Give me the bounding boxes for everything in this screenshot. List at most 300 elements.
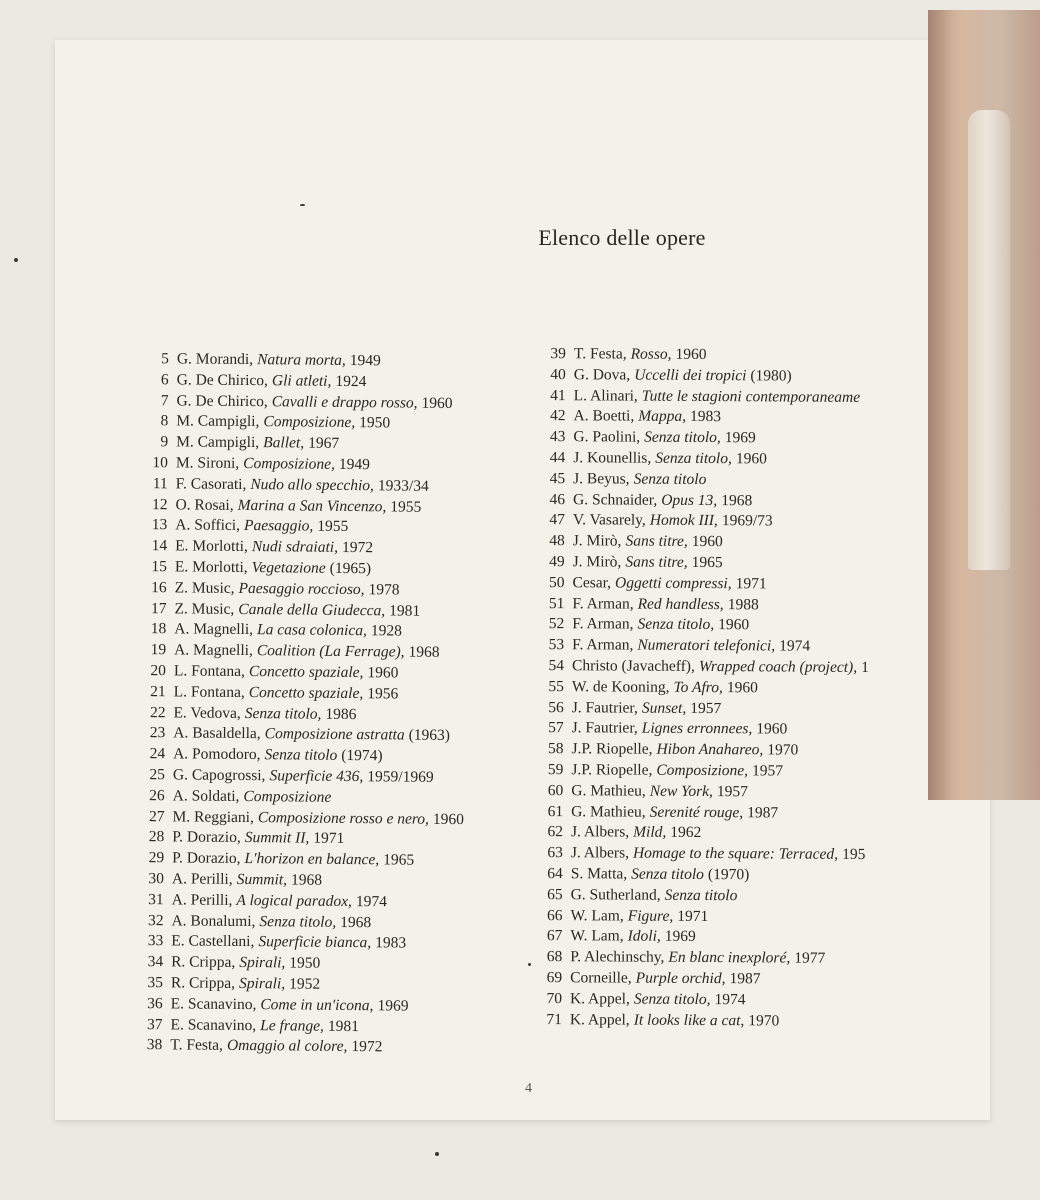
entry-artist: E. Scanavino,	[170, 995, 257, 1013]
entry-number: 18	[150, 620, 167, 638]
entry-number: 33	[147, 932, 164, 950]
entry-artist: J.P. Riopelle,	[571, 740, 653, 758]
entry-number: 16	[151, 578, 167, 597]
entry-year: 1960	[367, 664, 399, 682]
entry-title: Sunset,	[641, 699, 687, 717]
entry-artist: F. Arman,	[572, 636, 634, 654]
entry-title: Numeratori telefonici,	[637, 636, 776, 655]
entry-number: 23	[149, 724, 166, 742]
work-entry	[537, 510, 927, 533]
work-entry	[536, 718, 926, 741]
page-number: 4	[525, 1081, 532, 1096]
entry-title: Composizione,	[243, 454, 336, 473]
entry-year: 1960	[726, 678, 758, 697]
entry-year: (1980)	[750, 367, 792, 385]
entry-number: 6	[160, 370, 169, 389]
entry-year: 1974	[779, 637, 811, 655]
entry-artist: A. Perilli,	[171, 891, 233, 909]
entry-year: 1955	[390, 497, 422, 516]
entry-number: 41	[550, 386, 566, 404]
entry-number: 26	[149, 786, 165, 804]
entry-number: 49	[549, 553, 565, 571]
entry-number: 69	[546, 968, 563, 987]
dust-speck	[14, 258, 18, 262]
entry-year: 1968	[721, 491, 753, 509]
entry-year: 1959/1969	[367, 768, 434, 786]
entry-artist: A. Soldati,	[172, 787, 240, 805]
entry-title: Paesaggio roccioso,	[238, 579, 365, 598]
work-entry	[534, 968, 924, 991]
entry-title: Concetto spaziale,	[248, 683, 364, 702]
entry-artist: G. Mathieu,	[571, 781, 646, 800]
entry-artist: R. Crippa,	[170, 974, 236, 992]
entry-artist: E. Castellani,	[171, 932, 255, 951]
entry-title: Marina a San Vincenzo,	[237, 496, 387, 515]
entry-title: Purple orchid,	[635, 969, 726, 988]
work-entry	[538, 365, 928, 388]
entry-number: 61	[547, 802, 564, 820]
entry-year: 1977	[794, 949, 826, 967]
entry-title: Idoli,	[627, 927, 661, 946]
page-title: Elenco delle opere	[538, 225, 706, 250]
entry-artist: A. Magnelli,	[174, 641, 253, 660]
work-entry	[535, 843, 925, 866]
entry-year: 1983	[375, 934, 407, 952]
facing-page-artwork	[928, 10, 1040, 800]
entry-artist: P. Alechinschy,	[570, 948, 665, 966]
work-entry	[536, 656, 926, 679]
entry-title: Senza titolo,	[633, 990, 711, 1008]
entry-title: Oggetti compressi,	[615, 574, 732, 592]
entry-year: 1950	[289, 954, 321, 972]
entry-artist: T. Festa,	[573, 345, 627, 363]
entry-number: 55	[548, 677, 564, 695]
entry-artist: F. Arman,	[572, 594, 634, 613]
work-entry	[536, 594, 926, 617]
entry-title: It looks like a cat,	[633, 1011, 745, 1029]
entry-year: 1974	[355, 892, 388, 911]
entry-number: 24	[149, 745, 166, 763]
entry-title: Senza titolo	[631, 865, 704, 883]
entry-title: Ballet,	[263, 434, 305, 452]
entry-year: 1988	[727, 595, 759, 613]
work-entry	[536, 677, 926, 700]
work-entry	[537, 552, 927, 575]
entry-number: 67	[546, 927, 563, 945]
entry-artist: E. Morlotti,	[175, 537, 248, 556]
entry-number: 44	[549, 449, 566, 467]
entry-year: 1957	[716, 782, 748, 801]
entry-artist: Cesar,	[572, 573, 612, 592]
work-entry	[534, 947, 924, 970]
entry-year: 1924	[335, 372, 367, 390]
entry-title: Figure,	[627, 907, 674, 925]
entry-number: 68	[546, 948, 563, 966]
entry-year: (1970)	[707, 865, 750, 884]
entry-artist: K. Appel,	[569, 989, 630, 1008]
entry-title: La casa colonica,	[257, 621, 367, 640]
work-entry	[536, 614, 926, 637]
entry-year: 1972	[351, 1038, 383, 1056]
entry-title: Uccelli dei tropici	[634, 366, 747, 385]
entry-artist: A. Bonalumi,	[171, 911, 256, 930]
entry-title: Vegetazione	[251, 559, 326, 577]
entry-number: 42	[550, 407, 566, 425]
dust-speck	[300, 204, 305, 206]
entry-artist: G. Sutherland,	[570, 885, 661, 904]
entry-artist: J. Mirò,	[572, 553, 622, 571]
entry-title: Tutte le stagioni contemporaneame	[641, 387, 861, 406]
entry-year: 1969	[724, 429, 756, 447]
entry-artist: R. Crippa,	[171, 953, 236, 972]
entry-artist: G. De Chirico,	[176, 391, 268, 410]
entry-artist: P. Dorazio,	[172, 849, 241, 868]
entry-title: Serenité rouge,	[649, 803, 744, 821]
entry-year: 1974	[714, 990, 746, 1008]
entry-number: 19	[150, 641, 167, 659]
entry-artist: M. Sironi,	[175, 454, 240, 472]
entry-number: 11	[152, 474, 168, 493]
entry-title: Come in un'icona,	[260, 995, 374, 1014]
dust-speck	[435, 1152, 439, 1156]
entry-title: Red handless,	[637, 595, 724, 613]
entry-year: (1974)	[341, 747, 383, 765]
entry-number: 14	[151, 537, 168, 555]
entry-artist: L. Fontana,	[173, 662, 246, 680]
entry-artist: G. Capogrossi,	[172, 766, 266, 785]
entry-artist: A. Pomodoro,	[173, 745, 261, 764]
entry-number: 65	[547, 885, 563, 903]
entry-title: Composizione astratta	[264, 725, 405, 744]
work-entry	[534, 989, 924, 1012]
entry-number: 25	[149, 766, 165, 784]
work-entry	[535, 822, 925, 845]
entry-year: 1952	[289, 975, 321, 993]
entry-title: Composizione rosso e nero,	[257, 808, 430, 828]
entry-artist: Christo (Javacheff),	[571, 657, 695, 675]
entry-year: (1965)	[329, 559, 372, 578]
entry-year: 1960	[756, 720, 788, 738]
entry-artist: G. De Chirico,	[176, 371, 269, 390]
entry-title: Senza titolo,	[644, 428, 721, 447]
entry-artist: E. Morlotti,	[174, 558, 248, 577]
entry-year: 1960	[421, 394, 453, 412]
entry-title: Senza titolo,	[259, 912, 337, 931]
entry-year: 1960	[432, 810, 465, 828]
entry-title: A logical paradox,	[236, 891, 353, 910]
entry-artist: M. Reggiani,	[172, 807, 254, 826]
entry-year: 1983	[690, 408, 722, 426]
entry-year: 1960	[735, 450, 767, 468]
entry-artist: A. Soffici,	[175, 516, 241, 535]
entry-artist: A. Basaldella,	[173, 724, 261, 743]
entry-title: Mappa,	[638, 408, 687, 426]
entry-title: Rosso,	[630, 345, 672, 363]
entry-number: 35	[147, 973, 164, 992]
entry-number: 52	[548, 615, 565, 633]
entry-year: 1970	[767, 741, 799, 759]
work-entry	[536, 698, 926, 721]
entry-number: 21	[150, 682, 166, 701]
entry-year: 1950	[359, 414, 391, 432]
entry-title: Superficie bianca,	[258, 933, 372, 952]
entry-year: 1962	[670, 824, 702, 842]
entry-number: 39	[550, 345, 566, 363]
entry-artist: L. Fontana,	[173, 683, 245, 701]
entry-artist: Z. Music,	[174, 599, 235, 618]
entry-title: Hibon Anahareo,	[656, 740, 764, 759]
entry-number: 22	[149, 703, 166, 721]
entry-number: 40	[550, 365, 566, 383]
entry-number: 29	[148, 849, 165, 867]
entry-number: 9	[160, 433, 169, 451]
entry-year: 1957	[690, 699, 722, 717]
entry-artist: J. Albers,	[570, 823, 630, 841]
entry-number: 48	[549, 532, 565, 550]
entry-title: Nudo allo specchio,	[250, 475, 375, 495]
entry-artist: F. Casorati,	[175, 475, 247, 493]
entry-title: Senza titolo	[664, 886, 738, 904]
work-entry	[535, 760, 925, 783]
entry-number: 45	[549, 469, 566, 487]
entry-year: 1971	[677, 907, 709, 925]
entry-year: 1971	[313, 830, 345, 848]
entry-title: Composizione,	[263, 413, 356, 432]
entry-number: 32	[147, 911, 164, 929]
entry-number: 5	[161, 350, 169, 368]
work-entry	[535, 781, 925, 804]
entry-year: 1933/34	[377, 477, 429, 495]
entry-number: 66	[546, 906, 563, 924]
entry-artist: G. Dova,	[573, 366, 631, 384]
entry-title: Gli atleti,	[271, 372, 332, 390]
entry-year: 1957	[752, 762, 784, 780]
entry-number: 57	[548, 719, 564, 737]
work-entry	[535, 802, 925, 825]
entry-title: Sans titre,	[625, 532, 688, 551]
entry-year: 1968	[340, 913, 372, 931]
entry-number: 17	[150, 599, 167, 617]
work-entry	[537, 490, 927, 513]
entry-number: 47	[549, 511, 565, 529]
entry-artist: M. Campigli,	[176, 433, 260, 452]
entry-artist: K. Appel,	[569, 1010, 630, 1029]
entry-number: 59	[547, 761, 564, 779]
entry-title: Homok III,	[649, 512, 718, 530]
entry-year: 1972	[341, 539, 374, 557]
entry-year: 1971	[735, 574, 767, 593]
entry-title: Composizione,	[656, 761, 749, 780]
entry-artist: E. Vedova,	[173, 703, 241, 722]
entry-year: 1	[861, 658, 869, 676]
entry-number: 56	[548, 698, 564, 716]
entry-number: 30	[148, 870, 164, 888]
entry-title: Nudi sdraiati,	[251, 538, 339, 557]
entry-number: 27	[148, 807, 165, 825]
entry-artist: G. Schnaider,	[573, 490, 658, 509]
entry-number: 71	[546, 1010, 562, 1028]
entry-artist: P. Dorazio,	[172, 828, 241, 847]
entry-artist: F. Arman,	[572, 615, 634, 633]
entry-artist: V. Vasarely,	[572, 511, 646, 530]
entry-title: New York,	[649, 782, 713, 800]
work-entry	[535, 739, 925, 762]
work-entry	[534, 1009, 924, 1032]
entry-year: 1928	[370, 622, 402, 640]
entry-artist: G. Paolini,	[573, 428, 641, 446]
entry-year: 1969	[664, 928, 696, 946]
work-entry	[538, 386, 928, 409]
entry-artist: W. Lam,	[570, 927, 624, 945]
work-entry	[538, 344, 928, 367]
entry-number: 53	[548, 636, 565, 654]
entry-artist: J. Beyus,	[573, 469, 630, 488]
entry-number: 54	[548, 657, 565, 675]
entry-artist: J. Fautrier,	[571, 698, 638, 717]
entry-artist: J. Albers,	[570, 844, 630, 862]
dust-speck	[528, 963, 531, 966]
entry-artist: W. Lam,	[570, 906, 624, 925]
entry-artist: J. Mirò,	[572, 532, 622, 550]
page-gutter-shadow	[928, 10, 954, 800]
entry-title: L'horizon en balance,	[244, 850, 380, 869]
entry-artist: A. Boetti,	[573, 407, 635, 425]
entry-number: 37	[146, 1015, 163, 1033]
work-entry	[535, 864, 925, 887]
entry-title: Senza titolo,	[637, 615, 715, 634]
entry-year: 1965	[383, 851, 415, 869]
entry-year: 1986	[325, 705, 357, 723]
entry-year: 1965	[691, 553, 723, 572]
entry-year: 1968	[408, 643, 440, 662]
entry-artist: Corneille,	[570, 969, 632, 987]
entry-year: 1969/73	[721, 512, 773, 530]
work-entry	[537, 448, 927, 471]
entry-artist: A. Perilli,	[171, 870, 233, 888]
entry-year: 1969	[377, 997, 409, 1015]
entry-number: 28	[148, 828, 165, 846]
entry-number: 62	[547, 823, 564, 841]
work-entry	[534, 906, 924, 929]
entry-artist: G. Mathieu,	[571, 802, 646, 821]
entry-title: Paesaggio,	[243, 517, 314, 536]
entry-year: 1978	[368, 580, 400, 599]
work-entry	[534, 926, 924, 949]
entry-artist: J. Kounellis,	[573, 449, 652, 467]
work-entry	[536, 635, 926, 658]
entry-number: 58	[547, 740, 564, 758]
entry-year: 1987	[747, 803, 779, 822]
entry-number: 8	[160, 412, 169, 430]
entry-title: Cavalli e drappo rosso,	[271, 392, 418, 412]
entry-number: 34	[147, 953, 164, 971]
entry-title: Omaggio al colore,	[226, 1037, 348, 1056]
entry-artist: E. Scanavino,	[170, 1015, 257, 1034]
entry-number: 15	[151, 558, 167, 576]
entry-title: Homage to the square: Terraced,	[632, 844, 839, 863]
entry-artist: M. Campigli,	[176, 412, 260, 431]
entry-title: Senza titolo	[264, 746, 338, 765]
entry-year: 1981	[389, 601, 421, 620]
works-list-left	[134, 349, 468, 1059]
entry-title: Senza titolo,	[244, 704, 322, 723]
entry-title: En blanc inexploré,	[668, 948, 791, 967]
entry-number: 13	[151, 516, 168, 534]
book-page	[55, 40, 990, 1120]
entry-title: Superficie 436,	[269, 767, 364, 786]
entry-artist: A. Magnelli,	[174, 620, 254, 639]
work-entry	[537, 406, 927, 429]
entry-year: 1960	[691, 533, 723, 551]
work-entry	[536, 573, 926, 596]
entry-year: 1967	[308, 434, 340, 453]
entry-number: 36	[147, 994, 163, 1012]
entry-artist: L. Alinari,	[573, 386, 638, 405]
entry-number: 20	[150, 662, 166, 680]
work-entry	[134, 1035, 462, 1059]
entry-artist: O. Rosai,	[175, 495, 234, 514]
entry-number: 31	[148, 890, 164, 908]
entry-year: 1960	[675, 345, 707, 364]
entry-title: Le frange,	[260, 1016, 324, 1035]
entry-number: 64	[547, 864, 563, 883]
entry-artist: W. de Kooning,	[571, 677, 670, 696]
entry-title: Spirali,	[238, 974, 286, 993]
entry-title: Opus 13,	[661, 491, 718, 509]
entry-number: 38	[146, 1036, 163, 1054]
entry-number: 46	[549, 490, 566, 508]
entry-title: Canale della Giudecca,	[238, 600, 386, 619]
bottle-painting-detail	[968, 110, 1010, 570]
entry-year: 1956	[367, 684, 399, 703]
entry-title: Senza titolo	[633, 470, 707, 488]
entry-number: 60	[547, 781, 564, 799]
entry-number: 7	[160, 391, 169, 409]
entry-year: 1987	[729, 970, 761, 988]
entry-year: 1955	[317, 518, 349, 536]
entry-year: 1960	[718, 616, 750, 634]
work-entry	[537, 427, 927, 450]
entry-number: 10	[152, 454, 168, 472]
entry-artist: J.P. Riopelle,	[571, 761, 653, 779]
work-entry	[537, 469, 927, 492]
entry-year: 195	[842, 845, 866, 864]
entry-number: 50	[548, 573, 565, 591]
entry-title: Mild,	[633, 823, 667, 842]
entry-artist: G. Morandi,	[176, 350, 254, 369]
entry-title: Wrapped coach (project),	[698, 657, 858, 676]
entry-title: Concetto spaziale,	[248, 663, 364, 682]
work-entry	[535, 885, 925, 908]
entry-artist: S. Matta,	[570, 865, 628, 883]
entry-year: 1949	[349, 352, 381, 370]
entry-number: 51	[548, 594, 565, 612]
entry-year: (1963)	[408, 726, 451, 745]
entry-title: Summit,	[236, 870, 288, 889]
entry-title: Coalition (La Ferrage),	[256, 642, 405, 661]
entry-title: Lignes erronnees,	[641, 719, 753, 738]
entry-title: To Afro,	[673, 678, 723, 696]
entry-number: 70	[546, 989, 563, 1007]
entry-title: Natura morta,	[257, 351, 346, 369]
entry-year: 1970	[748, 1011, 780, 1029]
entry-artist: Z. Music,	[174, 579, 235, 597]
entry-year: 1981	[327, 1017, 359, 1035]
entry-artist: T. Festa,	[170, 1036, 224, 1055]
work-entry	[537, 531, 927, 554]
entry-number: 12	[151, 495, 168, 513]
entry-number: 43	[549, 428, 566, 446]
